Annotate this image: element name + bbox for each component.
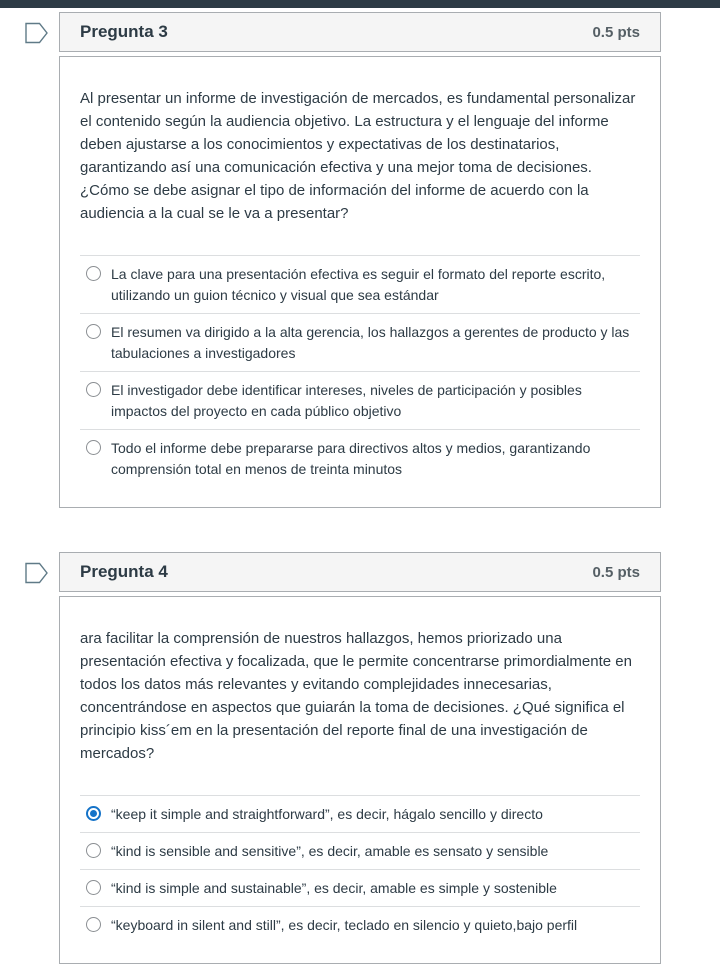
radio-button[interactable] [86,324,101,339]
question-title: Pregunta 3 [80,22,168,41]
answer-option[interactable] [80,313,640,371]
answer-label: “kind is simple and sustainable”, es decir, amable es simple y sostenible [111,880,557,896]
radio-button-selected[interactable] [86,806,101,821]
flag-question-icon[interactable] [25,562,49,584]
radio-button[interactable] [86,440,101,455]
answer-label: “keep it simple and straightforward”, es decir, hágalo sencillo y directo [111,806,543,822]
question-header [59,12,661,52]
answer-label: La clave para una presentación efectiva es seguir el formato del reporte escrito, utilizando un guion técnico y visual que sea estándar [111,266,606,303]
radio-button[interactable] [86,266,101,281]
answer-option[interactable] [80,795,640,832]
question-title: Pregunta 4 [80,562,168,581]
question-block-4 [25,552,661,964]
answer-label: Todo el informe debe prepararse para directivos altos y medios, garantizando comprensión total en menos de treinta minutos [111,440,591,477]
answer-option[interactable] [80,832,640,869]
answer-option[interactable] [80,371,640,429]
answer-option[interactable] [80,255,640,313]
answer-label: “kind is sensible and sensitive”, es decir, amable es sensato y sensible [111,843,549,859]
question-body [59,56,661,508]
answer-label: “keyboard in silent and still”, es decir, teclado en silencio y quieto,bajo perfil [111,917,578,933]
question-block-3 [25,12,661,508]
answer-option[interactable] [80,429,640,487]
question-text: ara facilitar la comprensión de nuestros hallazgos, hemos priorizado una presentación efectiva y focalizada, que le permite concentrarse primordialmente en todos los datos más relevantes y evitando complejidades innecesarias, concentrándose en aspectos que guiarán la toma de decisiones. ¿Qué significa el principio kiss´em en la presentación del reporte final de una investigación de mercados? [80,630,632,762]
answer-label: El investigador debe identificar intereses, niveles de participación y posibles impactos del proyecto en cada público objetivo [111,382,582,419]
question-header [59,552,661,592]
question-card [59,552,661,964]
radio-button[interactable] [86,880,101,895]
question-body [59,596,661,964]
answer-label: El resumen va dirigido a la alta gerencia, los hallazgos a gerentes de producto y las tabulaciones a investigadores [111,324,630,361]
radio-button[interactable] [86,843,101,858]
answers-list [80,795,640,943]
question-card [59,12,661,508]
answer-option[interactable] [80,906,640,943]
answers-list [80,255,640,487]
question-points: 0.5 pts [592,563,640,581]
top-bar [0,0,720,8]
quiz-page [0,8,720,964]
flag-question-icon[interactable] [25,22,49,44]
question-text: Al presentar un informe de investigación de mercados, es fundamental personalizar el contenido según la audiencia objetivo. La estructura y el lenguaje del informe deben ajustarse a los conocimientos y expectativas de los destinatarios, garantizando así una comunicación efectiva y una mejor toma de decisiones. ¿Cómo se debe asignar el tipo de información del informe de acuerdo con la audiencia a la cual se le va a presentar? [80,90,636,222]
radio-button[interactable] [86,382,101,397]
answer-option[interactable] [80,869,640,906]
radio-button[interactable] [86,917,101,932]
question-points: 0.5 pts [592,23,640,41]
